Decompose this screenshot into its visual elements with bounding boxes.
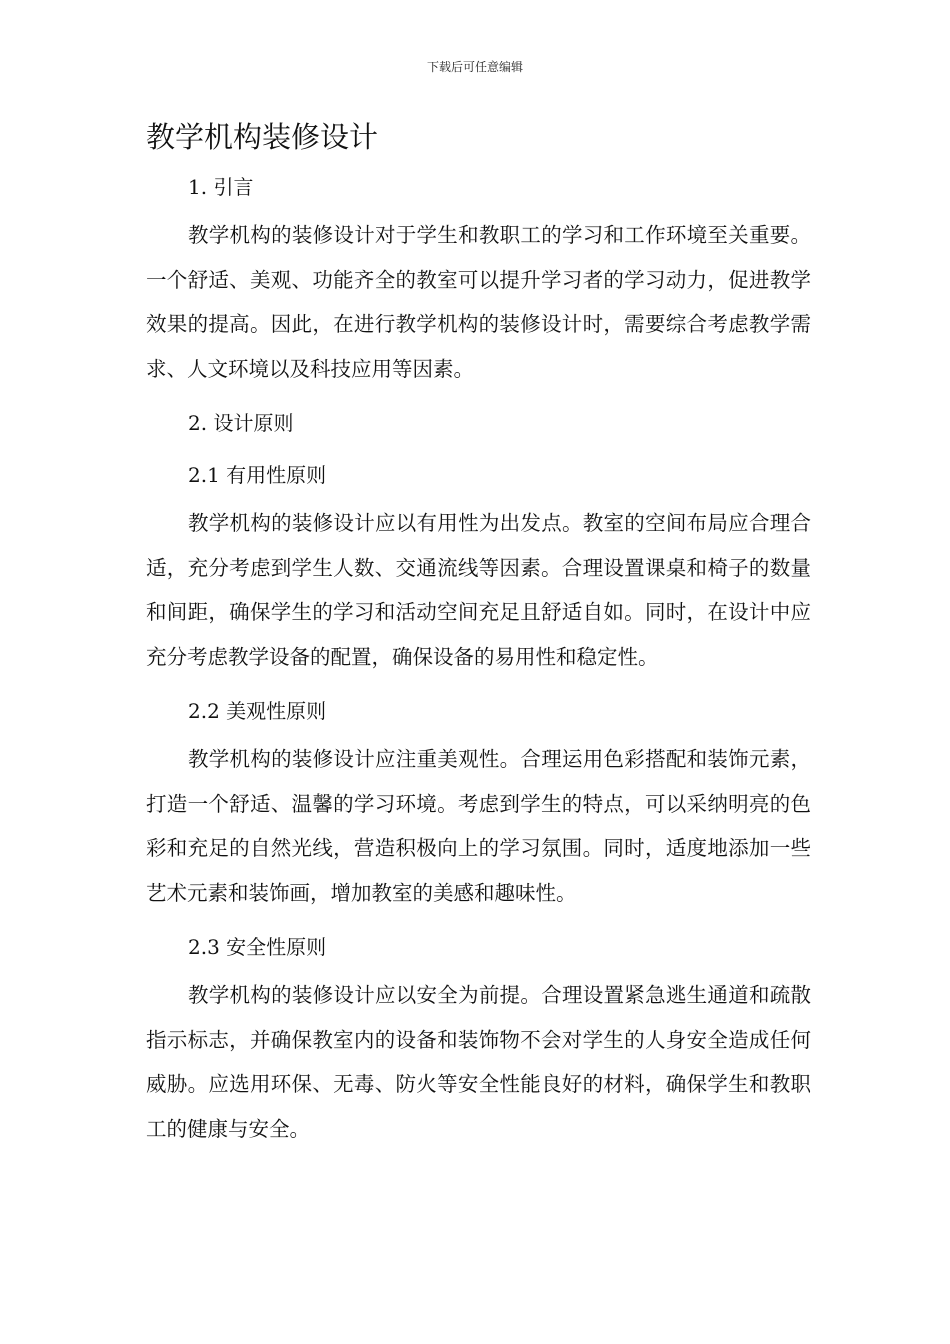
section-heading-practicality: 2.1 有用性原则 [188,463,327,487]
paragraph-practicality: 教学机构的装修设计应以有用性为出发点。教室的空间布局应合理合适，充分考虑到学生人数、交通流线等因素。合理设置课桌和椅子的数量和间距，确保学生的学习和活动空间充足且舒适自如。同时，在设计中应充分考虑教学设备的配置，确保设备的易用性和稳定性。 [146,511,811,669]
document-body [146,114,811,1151]
page-title: 教学机构装修设计 [146,120,379,154]
paragraph-introduction: 教学机构的装修设计对于学生和教职工的学习和工作环境至关重要。一个舒适、美观、功能齐全的教室可以提升学习者的学习动力，促进教学效果的提高。因此，在进行教学机构的装修设计时，需要综合考虑教学需求、人文环境以及科技应用等因素。 [146,223,811,381]
section-heading-aesthetics: 2.2 美观性原则 [188,699,327,723]
section-heading-design-principles: 2. 设计原则 [188,411,294,435]
section-heading-introduction: 1. 引言 [188,175,254,199]
section-heading-safety: 2.3 安全性原则 [188,935,327,959]
paragraph-safety: 教学机构的装修设计应以安全为前提。合理设置紧急逃生通道和疏散指示标志，并确保教室内的设备和装饰物不会对学生的人身安全造成任何威胁。应选用环保、无毒、防火等安全性能良好的材料，确保学生和教职工的健康与安全。 [146,983,811,1141]
header-note: 下载后可任意编辑 [426,60,523,74]
paragraph-aesthetics: 教学机构的装修设计应注重美观性。合理运用色彩搭配和装饰元素，打造一个舒适、温馨的学习环境。考虑到学生的特点，可以采纳明亮的色彩和充足的自然光线，营造积极向上的学习氛围。同时，适度地添加一些艺术元素和装饰画，增加教室的美感和趣味性。 [146,747,811,905]
